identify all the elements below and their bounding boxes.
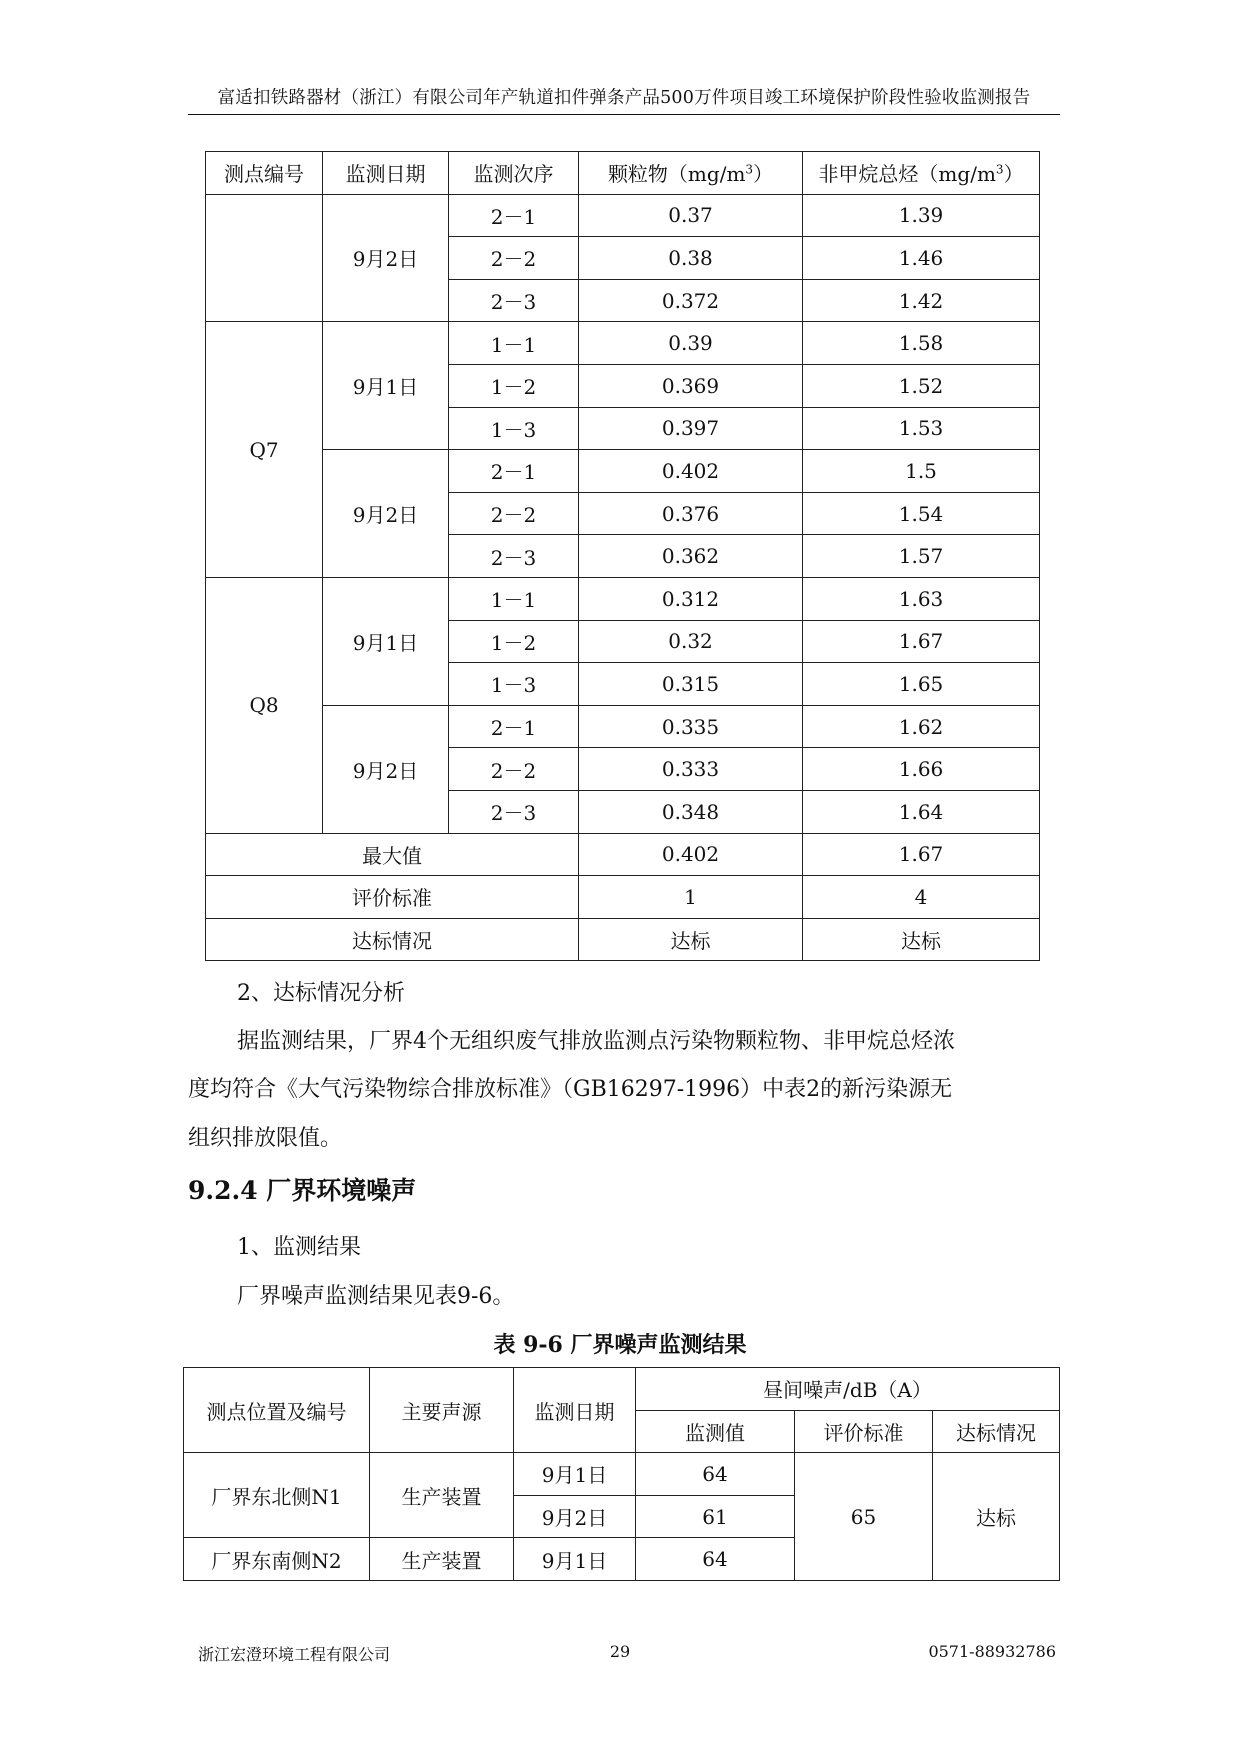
summary-row (206, 918, 1040, 961)
summary-row (206, 876, 1040, 919)
pm-cell: 0.32 (579, 620, 803, 663)
date-cell: 9月1日 (514, 1538, 636, 1581)
nmhc-cell: 1.66 (803, 748, 1040, 791)
nmhc-cell: 1.5 (803, 450, 1040, 493)
date-cell: 9月1日 (514, 1453, 636, 1496)
source-cell: 生产装置 (370, 1453, 514, 1538)
emissions-table (205, 151, 1040, 961)
seq-cell: 2－2 (449, 492, 579, 535)
pm-cell: 0.397 (579, 407, 803, 450)
pm-cell: 0.369 (579, 364, 803, 407)
table-row (206, 450, 1040, 493)
standard-cell: 65 (795, 1453, 933, 1581)
summary-label: 达标情况 (206, 918, 579, 961)
subheading-analysis: 2、达标情况分析 (237, 981, 405, 1006)
seq-cell: 2－1 (449, 705, 579, 748)
value-cell: 64 (636, 1453, 795, 1496)
point-cell: Q7 (206, 322, 323, 578)
nmhc-cell: 1.58 (803, 322, 1040, 365)
col-header: 评价标准 (795, 1410, 933, 1453)
pm-cell: 0.376 (579, 492, 803, 535)
summary-label: 评价标准 (206, 876, 579, 919)
point-cell: Q8 (206, 577, 323, 833)
source-cell: 生产装置 (370, 1538, 514, 1581)
table-row (206, 705, 1040, 748)
footer-phone: 0571-88932786 (928, 1642, 1056, 1661)
location-cell: 厂界东南侧N2 (184, 1538, 370, 1581)
date-cell: 9月1日 (323, 322, 449, 450)
nmhc-cell: 1.52 (803, 364, 1040, 407)
pm-cell: 0.402 (579, 833, 803, 876)
table-row (206, 577, 1040, 620)
date-cell: 9月2日 (323, 194, 449, 322)
footer-company: 浙江宏澄环境工程有限公司 (198, 1645, 391, 1664)
nmhc-cell: 1.42 (803, 279, 1040, 322)
section-heading: 9.2.4 厂界环境噪声 (188, 1176, 417, 1205)
seq-cell: 2－3 (449, 790, 579, 833)
table-header-row (184, 1368, 1060, 1411)
pm-cell: 0.335 (579, 705, 803, 748)
seq-cell: 1－2 (449, 364, 579, 407)
nmhc-cell: 1.53 (803, 407, 1040, 450)
seq-cell: 1－1 (449, 577, 579, 620)
pm-cell: 0.315 (579, 663, 803, 706)
pm-cell: 0.38 (579, 237, 803, 280)
nmhc-cell: 1.46 (803, 237, 1040, 280)
subheading-results: 1、监测结果 (237, 1235, 361, 1260)
table-caption: 表 9-6 厂界噪声监测结果 (493, 1332, 747, 1358)
col-header: 颗粒物$(mg/m^3)$ (579, 152, 803, 195)
seq-cell: 1－3 (449, 407, 579, 450)
table-header-row (206, 152, 1040, 195)
col-header: 监测日期 (514, 1368, 636, 1453)
pm-cell: 1 (579, 876, 803, 919)
nmhc-cell: 1.67 (803, 620, 1040, 663)
pm-cell: 0.37 (579, 194, 803, 237)
nmhc-cell: 1.57 (803, 535, 1040, 578)
nmhc-cell: 1.67 (803, 833, 1040, 876)
pm-cell: 0.362 (579, 535, 803, 578)
nmhc-cell: 1.54 (803, 492, 1040, 535)
paragraph-line: 据监测结果，厂界4个无组织废气排放监测点污染物颗粒物、非甲烷总烃浓 (237, 1029, 955, 1054)
col-header: 测点编号 (206, 152, 323, 195)
table-row (206, 194, 1040, 237)
value-cell: 61 (636, 1495, 795, 1538)
seq-cell: 2－3 (449, 279, 579, 322)
date-cell: 9月2日 (323, 705, 449, 833)
paragraph-line: 度均符合《大气污染物综合排放标准》（GB16297-1996）中表2的新污染源无 (188, 1077, 953, 1102)
pm-cell: 0.348 (579, 790, 803, 833)
nmhc-cell: 1.62 (803, 705, 1040, 748)
seq-cell: 1－2 (449, 620, 579, 663)
point-cell (206, 194, 323, 322)
header-rule (188, 114, 1060, 115)
seq-cell: 2－1 (449, 450, 579, 493)
page-header: 富适扣铁路器材（浙江）有限公司年产轨道扣件弹条产品500万件项目竣工环境保护阶段性验收监测报告 (217, 88, 1031, 108)
page-number: 29 (609, 1642, 631, 1661)
pm-cell: 0.39 (579, 322, 803, 365)
pm-cell: 0.333 (579, 748, 803, 791)
col-header: 监测日期 (323, 152, 449, 195)
date-cell: 9月1日 (323, 577, 449, 705)
pm-cell: 达标 (579, 918, 803, 961)
seq-cell: 2－3 (449, 535, 579, 578)
col-header: 监测次序 (449, 152, 579, 195)
seq-cell: 2－2 (449, 748, 579, 791)
intro-text: 厂界噪声监测结果见表9-6。 (237, 1284, 515, 1309)
date-cell: 9月2日 (323, 450, 449, 578)
summary-row (206, 833, 1040, 876)
noise-table (183, 1367, 1060, 1581)
col-header: 主要声源 (370, 1368, 514, 1453)
nmhc-cell: 达标 (803, 918, 1040, 961)
nmhc-cell: 1.39 (803, 194, 1040, 237)
col-header: 测点位置及编号 (184, 1368, 370, 1453)
value-cell: 64 (636, 1538, 795, 1581)
seq-cell: 1－1 (449, 322, 579, 365)
nmhc-cell: 1.63 (803, 577, 1040, 620)
location-cell: 厂界东北侧N1 (184, 1453, 370, 1538)
pm-cell: 0.402 (579, 450, 803, 493)
pm-cell: 0.312 (579, 577, 803, 620)
col-header: 监测值 (636, 1410, 795, 1453)
seq-cell: 2－2 (449, 237, 579, 280)
table-row (206, 322, 1040, 365)
col-header: 非甲烷总烃$(mg/m^3)$ (803, 152, 1040, 195)
col-header: 昼间噪声/dB（A） (636, 1368, 1060, 1411)
paragraph-line: 组织排放限值。 (188, 1126, 343, 1151)
col-header: 达标情况 (933, 1410, 1060, 1453)
status-cell: 达标 (933, 1453, 1060, 1581)
table-row (184, 1453, 1060, 1496)
nmhc-cell: 4 (803, 876, 1040, 919)
nmhc-cell: 1.65 (803, 663, 1040, 706)
pm-cell: 0.372 (579, 279, 803, 322)
summary-label: 最大值 (206, 833, 579, 876)
seq-cell: 1－3 (449, 663, 579, 706)
nmhc-cell: 1.64 (803, 790, 1040, 833)
date-cell: 9月2日 (514, 1495, 636, 1538)
seq-cell: 2－1 (449, 194, 579, 237)
